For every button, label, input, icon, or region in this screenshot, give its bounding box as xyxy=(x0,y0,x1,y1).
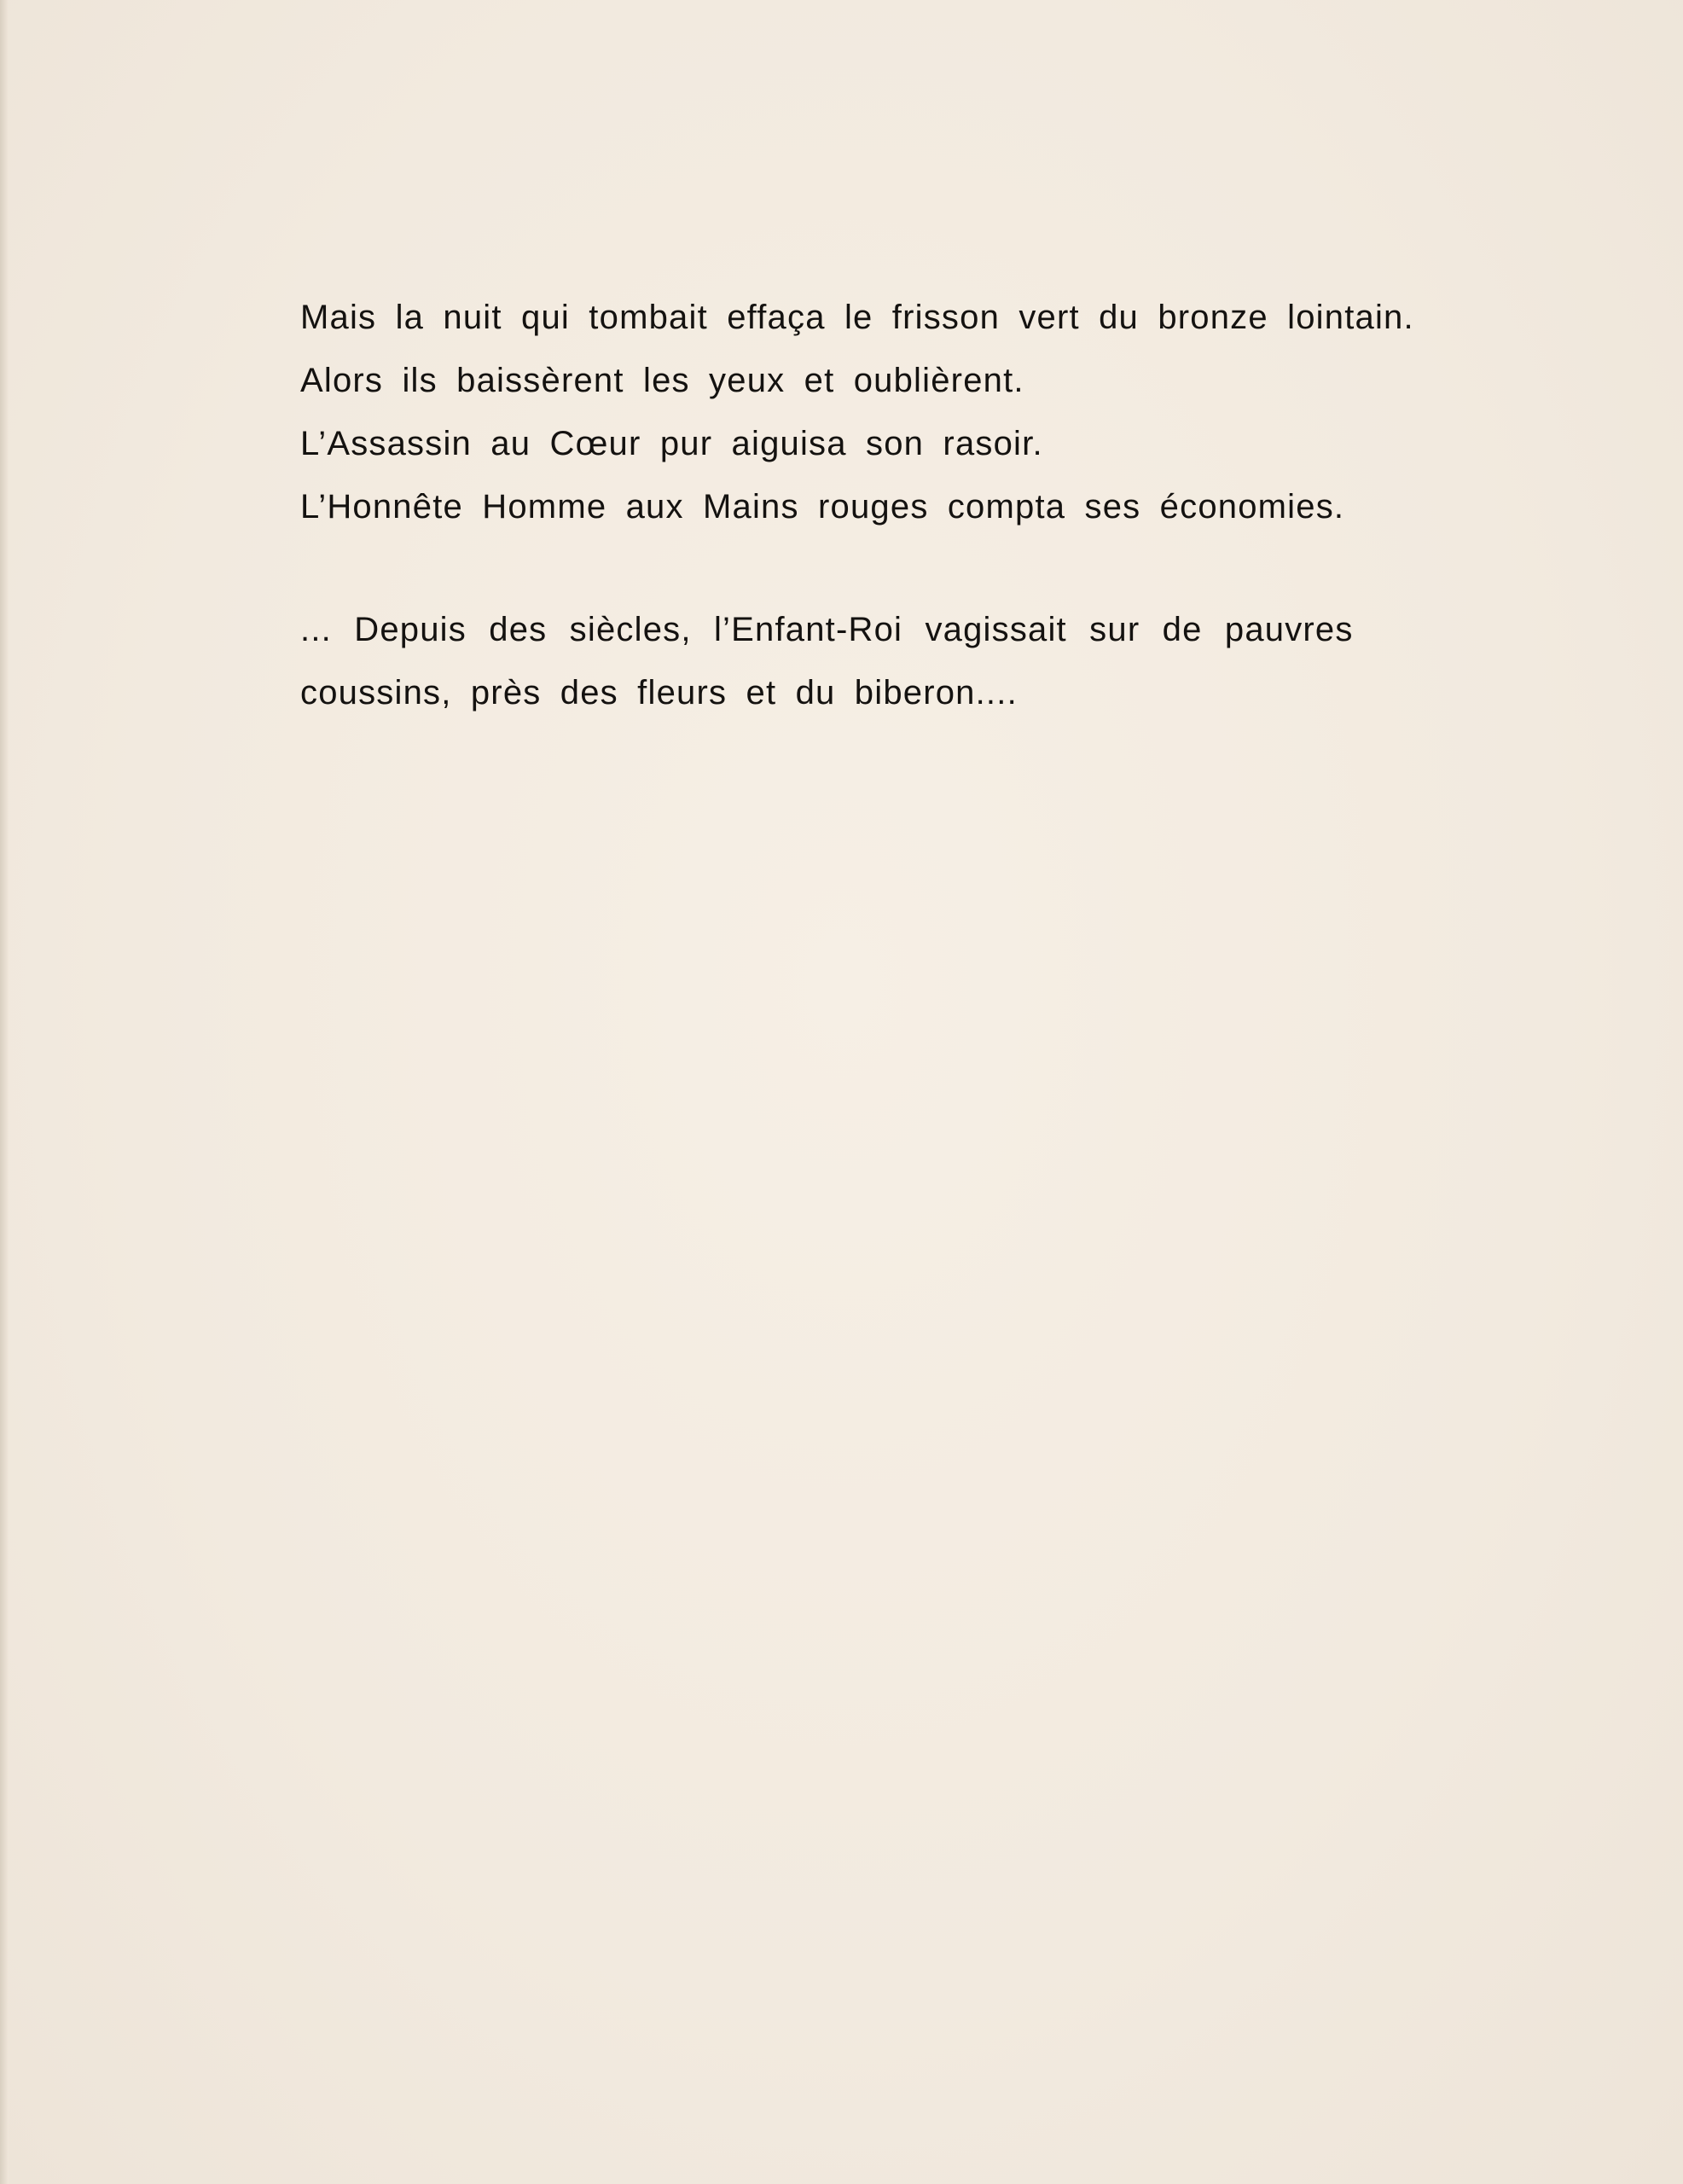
poem-line: Alors ils baissèrent les yeux et oublièrent. xyxy=(300,362,1024,399)
poem-line: coussins, près des fleurs et du biberon.... xyxy=(300,674,1018,712)
poem-text xyxy=(300,286,1520,724)
poem-line: L’Honnête Homme aux Mains rouges compta ses économies. xyxy=(300,488,1345,526)
poem-line: ... Depuis des siècles, l’Enfant-Roi vagissait sur de pauvres xyxy=(300,611,1354,648)
stanza-gap xyxy=(300,538,1520,598)
poem-line: L’Assassin au Cœur pur aiguisa son rasoir. xyxy=(300,425,1043,462)
paper-edge xyxy=(0,0,9,2184)
poem-line: Mais la nuit qui tombait effaça le frisson vert du bronze lointain. xyxy=(300,299,1414,336)
